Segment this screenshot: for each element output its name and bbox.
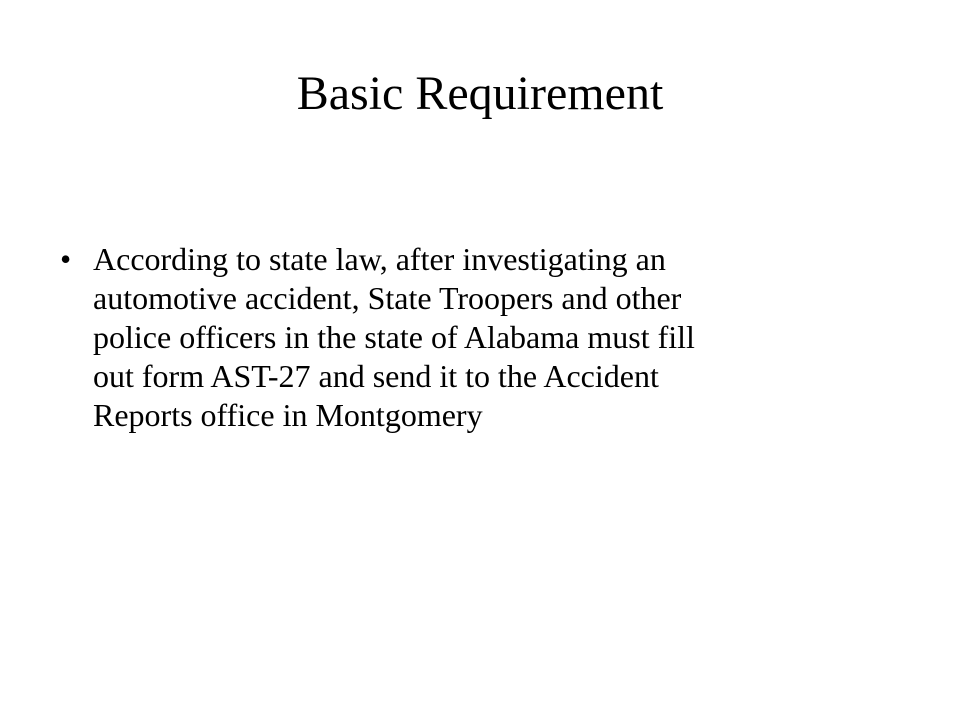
- slide-title: Basic Requirement: [296, 67, 664, 120]
- bullet-item: [60, 240, 920, 435]
- bullet-text-line-3: police officers in the state of Alabama must fill: [93, 319, 695, 355]
- bullet-text-line-1: According to state law, after investigating an: [93, 241, 666, 277]
- bullet-text-line-4: out form AST-27 and send it to the Accident: [93, 358, 659, 394]
- bullet-list: [60, 240, 920, 435]
- bullet-icon: •: [60, 241, 72, 277]
- bullet-text-line-2: automotive accident, State Troopers and other: [93, 280, 682, 316]
- bullet-text-line-5: Reports office in Montgomery: [93, 397, 483, 433]
